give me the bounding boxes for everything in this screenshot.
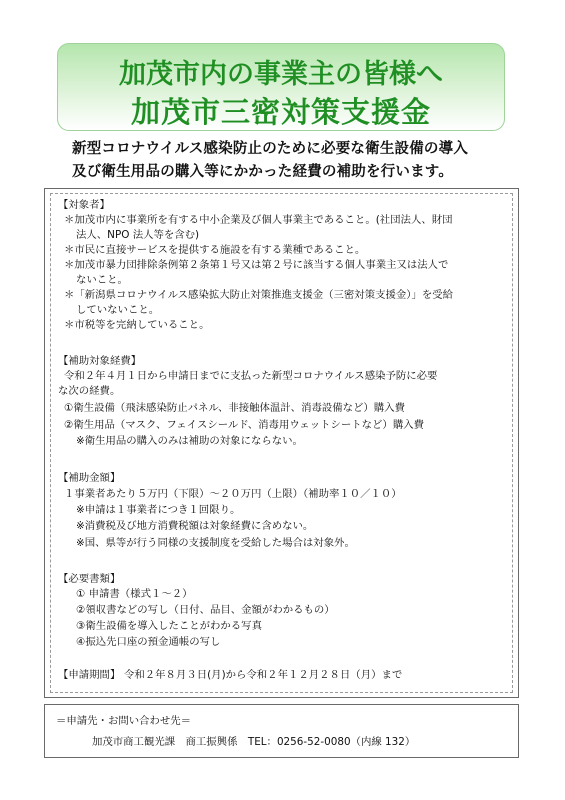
expenses-heading: 【補助対象経費】 <box>58 355 142 367</box>
eligibility-line: ないこと。 <box>76 274 128 286</box>
expenses-line: 令和２年４月１日から申請日までに支払った新型コロナウイルス感染予防に必要 <box>64 370 438 382</box>
eligibility-line: ＊市民に直接サービスを提供する施設を有する業種であること。 <box>64 244 366 256</box>
amount-heading: 【補助金額】 <box>58 472 121 484</box>
period-heading: 【申請期間】 <box>58 669 121 681</box>
banner-subtitle: 加茂市内の事業主の皆様へ <box>119 59 443 90</box>
amount-line: １事業者あたり５万円（下限）～２０万円（上限）（補助率１０／１０） <box>64 488 402 500</box>
eligibility-line: ＊「新潟県コロナウイルス感染拡大防止対策推進支援金（三密対策支援金）」を受給 <box>64 289 454 301</box>
documents-heading: 【必要書類】 <box>58 573 121 585</box>
period-text: 令和２年８月３日(月)から令和２年１２月２８日（月）まで <box>124 669 403 681</box>
lead-line-1: 新型コロナウイルス感染防止のために必要な衛生設備の導入 <box>72 141 469 157</box>
amount-line: ※申請は１事業者につき１回限り。 <box>76 504 241 516</box>
eligibility-line: ＊加茂市暴力団排除条例第２条第１号又は第２号に該当する個人事業主又は法人で <box>64 259 449 271</box>
amount-line: ※消費税及び地方消費税額は対象経費に含めない。 <box>76 520 314 532</box>
lead-line-2: 及び衛生用品の購入等にかかった経費の補助を行います。 <box>72 164 454 180</box>
banner-title: 加茂市三密対策支援金 <box>130 95 431 129</box>
expenses-line: な次の経費。 <box>58 385 121 397</box>
expenses-line: ※衛生用品の購入のみは補助の対象にならない。 <box>76 435 303 447</box>
title-banner <box>57 43 505 131</box>
documents-line: ① 申請書（様式１～２） <box>76 588 193 600</box>
eligibility-line: ＊加茂市内に事業所を有する中小企業及び個人事業主であること。(社団法人、財団 <box>64 214 453 226</box>
expenses-line: ①衛生設備（飛沫感染防止パネル、非接触体温計、消毒設備など）購入費 <box>64 402 405 414</box>
eligibility-line: 法人、NPO 法人等を含む) <box>76 229 200 241</box>
eligibility-heading: 【対象者】 <box>58 199 110 211</box>
eligibility-line: ＊市税等を完納していること。 <box>64 319 210 331</box>
eligibility-line: していないこと。 <box>76 304 160 316</box>
documents-line: ③衛生設備を導入したことがわかる写真 <box>76 620 262 632</box>
documents-line: ②領収書などの写し（日付、品目、金額がわかるもの） <box>76 604 335 616</box>
contact-heading: ＝申請先・お問い合わせ先＝ <box>56 715 192 727</box>
documents-line: ④振込先口座の預金通帳の写し <box>76 636 221 648</box>
amount-line: ※国、県等が行う同様の支援制度を受給した場合は対象外。 <box>76 537 355 549</box>
contact-text: 加茂市商工観光課 商工振興係 TEL：0256-52-0080（内線 132） <box>92 736 416 748</box>
expenses-line: ②衛生用品（マスク、フェイスシールド、消毒用ウェットシートなど）購入費 <box>64 419 424 431</box>
